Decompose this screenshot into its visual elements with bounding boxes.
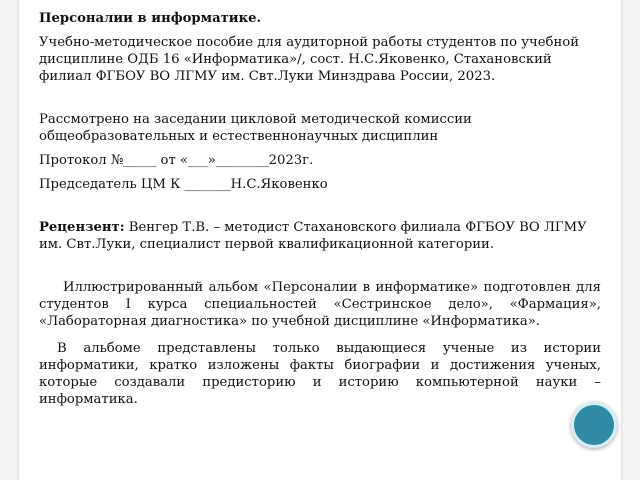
document-title: Персоналии в информатике.	[39, 11, 262, 26]
reviewer-label: Рецензент:	[39, 220, 125, 235]
chairman-line: Председатель ЦМ К _______Н.С.Яковенко	[39, 177, 328, 192]
document-page	[19, 0, 621, 480]
album-description-paragraph: Иллюстрированный альбом «Персоналии в информатике» подготовлен для студентов I курса специальностей «Сестринское дело», «Фармация», «Лабораторная диагностика» по учебной дисциплине «Информатика».	[39, 280, 601, 329]
bibliographic-description: Учебно-методическое пособие для аудиторной работы студентов по учебной дисциплине ОДБ 16 «Информатика»/, сост. Н.С.Яковенко, Стахановский филиал ФГБОУ ВО ЛГМУ им. Свт.Луки Минздрава России, 2023.	[39, 35, 580, 84]
album-contents-paragraph: В альбоме представлены только выдающиеся ученые из истории информатики, кратко изложены факты биографии и достижения ученых, которые создавали предисторию и историю компьютерной науки – информатика.	[39, 341, 601, 407]
slide-navigation-circle[interactable]	[571, 402, 617, 448]
protocol-line: Протокол №_____ от «___»________2023г.	[39, 153, 314, 168]
reviewer-block	[39, 219, 601, 253]
reviewer-text: Венгер Т.В. – методист Стахановского филиала ФГБОУ ВО ЛГМУ им. Свт.Луки, специалист первой квалификационной категории.	[39, 220, 587, 252]
committee-approval: Рассмотрено на заседании цикловой методической комиссии общеобразовательных и естественнонаучных дисциплин	[39, 112, 472, 144]
document-content	[39, 10, 601, 408]
